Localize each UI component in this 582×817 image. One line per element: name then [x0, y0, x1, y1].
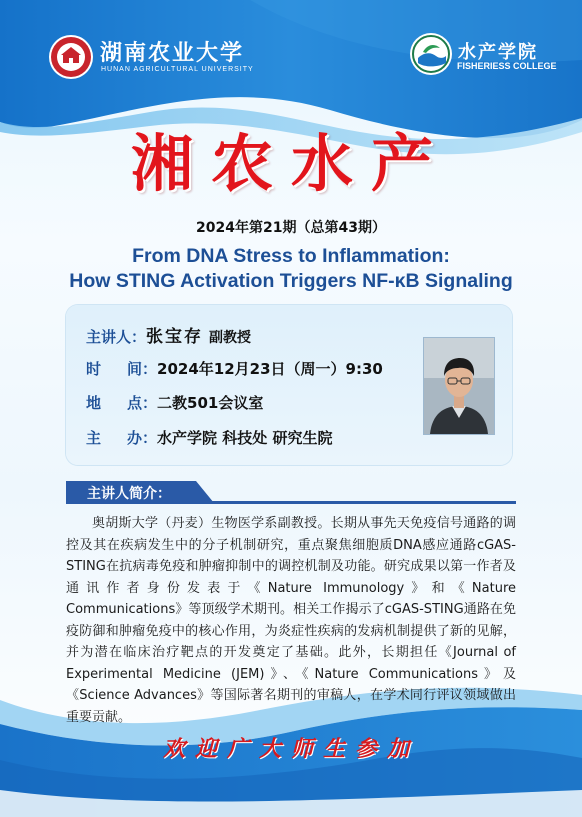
college-name-cn: 水产学院	[458, 42, 538, 63]
speaker-label: 主讲人	[86, 328, 132, 346]
time-value: 2024年12月23日（周一）9:30	[157, 360, 383, 378]
talk-title	[0, 244, 582, 294]
university-emblem-icon	[48, 34, 94, 80]
host-colon: ：	[142, 429, 158, 447]
issue-number: 2024年第21期（总第43期）	[196, 220, 386, 236]
place-colon: ：	[142, 394, 158, 412]
university-name-cn: 湖南农业大学	[100, 40, 245, 66]
bio-paragraph: 奥胡斯大学（丹麦）生物医学系副教授。长期从事先天免疫信号通路的调控及其在疾病发生中的分子机制研究，重点聚焦细胞质DNA感应通路cGAS-STING在抗病毒免疫和肿瘤抑制中的调控机制及功能。研究成果以第一作者及通讯作者身份发表于《Nature Immunology》和《Nature Communications》等顶级学术期刊。相关工作揭示了cGAS-STING通路在免疫防御和肿瘤免疫中的核心作用，为炎症性疾病的发病机制提供了新的见解，并为潜在临床治疗靶点的开发奠定了基础。此外，长期担任《Journal of Experimental Medicine (JEM)》、《Nature Communications》及《Science Advances》等国际著名期刊的审稿人，在学术同行评议领域做出重要贡献。	[66, 516, 516, 725]
time-row	[86, 358, 383, 382]
time-colon: ：	[142, 360, 158, 378]
place-row	[86, 392, 263, 416]
host-label: 主办	[86, 429, 142, 447]
talk-title-line-1: From DNA Stress to Inflammation:	[132, 245, 450, 267]
college-name-en: FISHERIESS COLLEGE	[457, 61, 557, 71]
host-value: 水产学院 科技处 研究生院	[157, 429, 333, 447]
speaker-title: 副教授	[209, 330, 252, 346]
speaker-row	[86, 322, 251, 346]
speaker-name: 张宝存	[146, 327, 204, 347]
welcome-slogan: 欢迎广大师生参加	[162, 736, 419, 762]
bio-heading: 主讲人简介：	[87, 486, 171, 502]
speaker-bio	[66, 513, 516, 728]
poster-title: 湘农水产	[130, 127, 451, 200]
talk-title-line-2: How STING Activation Triggers NF-κB Signaling	[69, 270, 513, 292]
host-row	[86, 427, 332, 451]
speaker-photo	[423, 337, 495, 435]
university-name-en: HUNAN AGRICULTURAL UNIVERSITY	[101, 66, 254, 73]
time-label: 时间	[86, 360, 142, 378]
college-emblem-icon	[409, 32, 453, 76]
speaker-colon: ：	[131, 328, 147, 346]
place-label: 地点	[86, 394, 142, 412]
place-value: 二教501会议室	[157, 394, 264, 412]
